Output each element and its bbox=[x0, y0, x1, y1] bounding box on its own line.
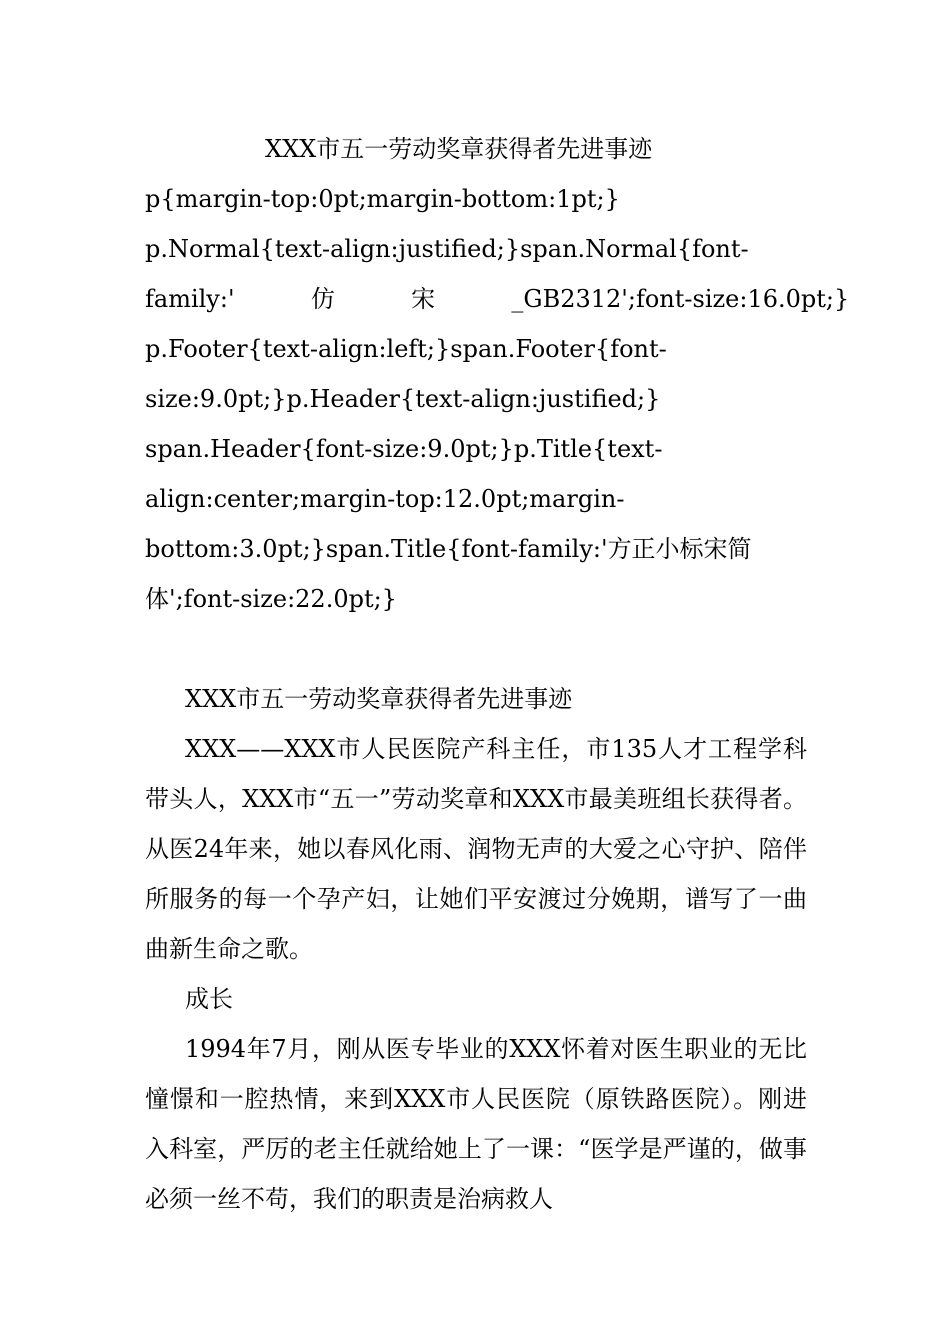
css-line: p{margin-top:0pt;margin-bottom:1pt;} bbox=[145, 185, 620, 213]
intro-paragraph: XXX——XXX市人民医院产科主任，市135人才工程学科带头人，XXX市“五一”劳动奖章和XXX市最美班组长获得者。从医24年来，她以春风化雨、润物无声的大爱之心守护、陪伴所服务的每一个孕产妇，让她们平安渡过分娩期，谱写了一曲曲新生命之歌。 bbox=[145, 735, 807, 963]
body-paragraph: 1994年7月，刚从医专毕业的XXX怀着对医生职业的无比憧憬和一腔热情，来到XXX市人民医院（原铁路医院）。刚进入科室，严厉的老主任就给她上了一课：“医学是严谨的，做事必须一丝不苟，我们的职责是治病救人 bbox=[145, 1035, 807, 1213]
css-line: p.Footer{text-align:left;}span.Footer{font- bbox=[145, 335, 667, 363]
article-heading: XXX市五一劳动奖章获得者先进事迹 bbox=[185, 685, 573, 713]
css-line: span.Header{font-size:9.0pt;}p.Title{text- bbox=[145, 435, 663, 463]
css-line: p.Normal{text-align:justified;}span.Normal{font- bbox=[145, 235, 749, 263]
css-line: align:center;margin-top:12.0pt;margin- bbox=[145, 485, 625, 513]
css-line: size:9.0pt;}p.Header{text-align:justified;} bbox=[145, 385, 661, 413]
css-code-text bbox=[145, 174, 850, 624]
css-line: family:' 仿 宋 _GB2312';font-size:16.0pt;} bbox=[145, 285, 850, 313]
document-page bbox=[145, 124, 850, 1224]
document-title: XXX市五一劳动奖章获得者先进事迹 bbox=[265, 135, 653, 163]
section-heading-growth: 成长 bbox=[185, 985, 233, 1013]
blank-line bbox=[145, 624, 807, 674]
css-line: bottom:3.0pt;}span.Title{font-family:'方正小标宋简 bbox=[145, 535, 752, 563]
css-line: 体';font-size:22.0pt;} bbox=[145, 585, 397, 613]
